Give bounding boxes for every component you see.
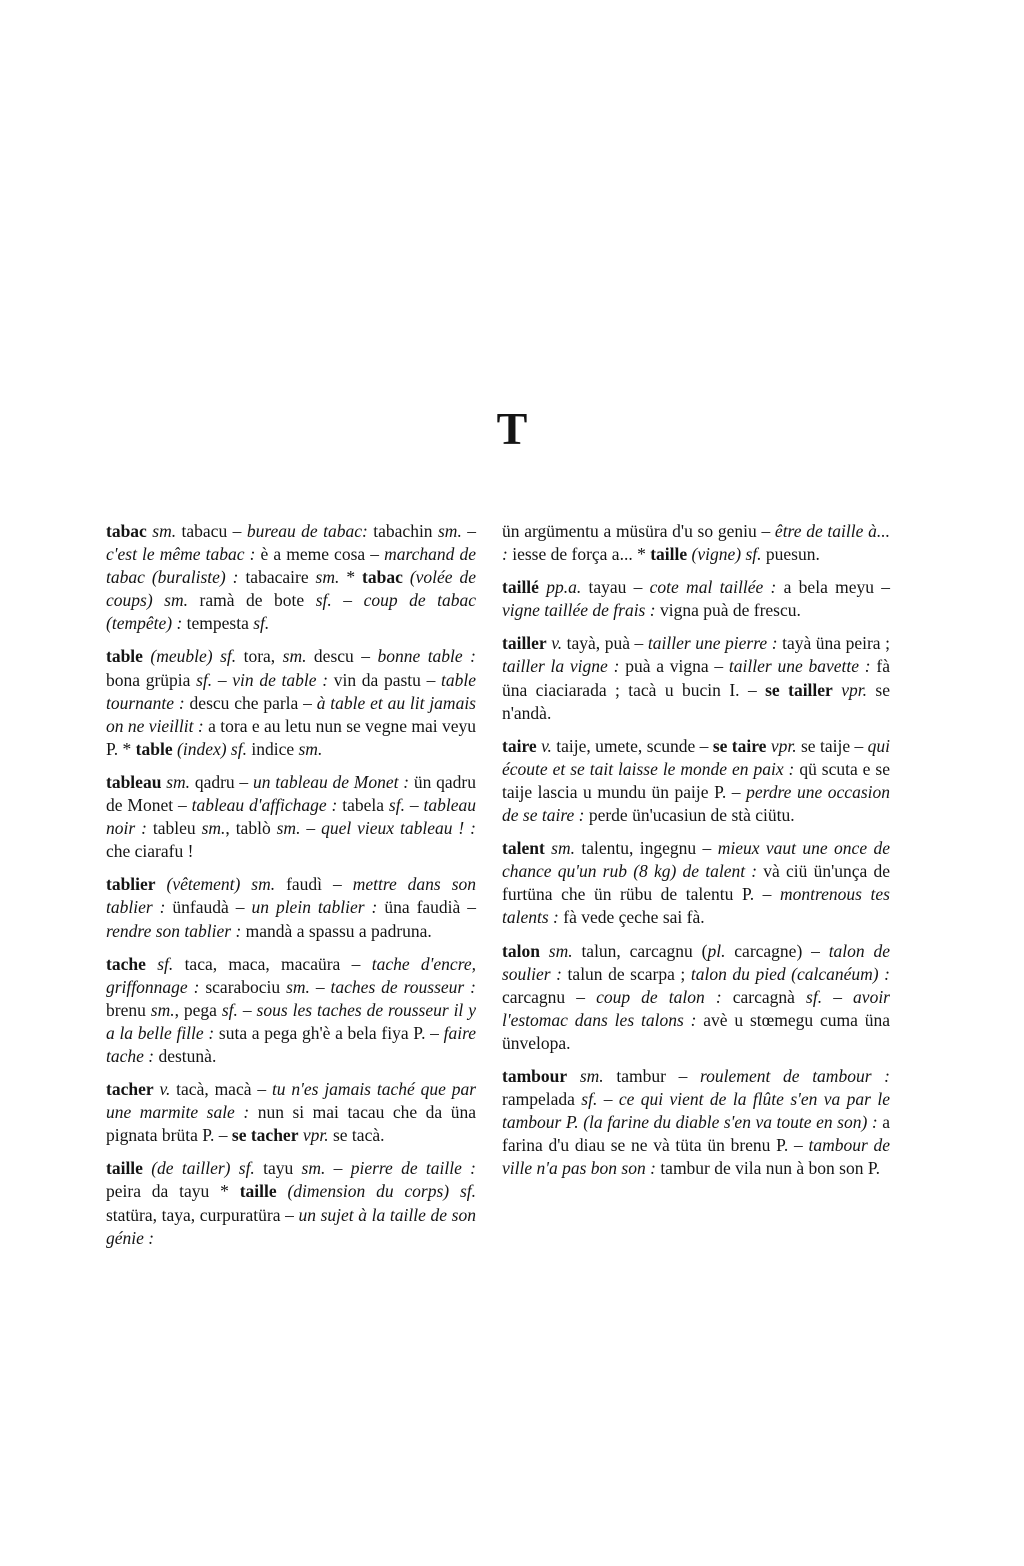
dictionary-entry-table: table (meuble) sf. tora, sm. descu – bonne table : bona grüpia sf. – vin de table : vin da pastu – table tournante : descu che parla – à table et au lit jamais on ne vieillit : a tora e au letu nun se vegne mai veyu P. * table (index) sf. indice sm. bbox=[106, 646, 477, 759]
dictionary-entry-tache: tache sf. taca, maca, macaüra – tache d'encre, griffonnage : scarabociu sm. – taches de rousseur : brenu sm., pega sf. – sous les taches de rousseur il y a la belle fille : suta a pega gh'è a bela fiya P. – faire tache : destunà. bbox=[106, 953, 477, 1066]
dictionary-entry-tableau: tableau sm. qadru – un tableau de Monet : ün qadru de Monet – tableau d'affichage : tabela sf. – tableau noir : tableu sm., tablò sm. – quel vieux tableau ! : che ciarafu ! bbox=[106, 771, 476, 862]
dictionary-entry-taille: taille (de tailler) sf. tayu sm. – pierre de taille : peira da tayu * taille (dimension du corps) sf. statüra, taya, curpuratüra – un sujet à la taille de son génie : bbox=[106, 1158, 477, 1248]
dictionary-entry-tacher: tacher v. tacà, macà – tu n'es jamais taché que par une marmite sale : nun si mai tacau che da üna pignata brüta P. – se tacher vpr. se tacà. bbox=[106, 1079, 477, 1146]
dictionary-entry-tambour: tambour sm. tambur – roulement de tambour : rampelada sf. – ce qui vient de la flûte s'en va par le tambour P. (la farine du diable s'en va toute en son) : a farina d'u diau se ne và tüta ün brenu P. – tambour de ville n'a pas bon son : tambur de vila nun à bon son P. bbox=[502, 1065, 891, 1179]
dictionary-entry-talon: talon sm. talun, carcagnu (pl. carcagne) – talon de soulier : talun de scarpa ; talon du pied (calcanéum) : carcagnu – coup de talon : carcagnà sf. – avoir l'estomac dans les talons : avè u stœmegu cuma üna ünvelopa. bbox=[502, 940, 891, 1053]
dictionary-entry-taille-cont: ün argümentu a müsüra d'u so geniu – être de taille à... : iesse de força a... * taille (vigne) sf. puesun. bbox=[502, 521, 890, 565]
dictionary-entry-taille-pp: taillé pp.a. tayau – cote mal taillée : a bela meyu – vigne taillée de frais : vigna puà de frescu. bbox=[502, 577, 890, 621]
dictionary-entry-tailler: tailler v. tayà, puà – tailler une pierre : tayà üna peira ; tailler la vigne : puà a vigna – tailler une bavette : fà üna ciaciarada ; tacà u bucin I. – se tailler vpr. se n'andà. bbox=[502, 633, 891, 723]
right-column bbox=[502, 520, 890, 1190]
dictionary-entry-taire: taire v. taije, umete, scunde – se taire vpr. se taije – qui écoute et se tait laisse le monde en paix : qü scuta e se taije lascia u mundu ün paije P. – perdre une occasion de se taire : perde ün'ucasiun de stà ciütu. bbox=[502, 735, 890, 826]
dictionary-entry-tablier: tablier (vêtement) sm. faudì – mettre dans son tablier : ünfaudà – un plein tablier : üna faudià – rendre son tablier : mandà a spassu a padruna. bbox=[106, 874, 477, 941]
dictionary-entry-talent: talent sm. talentu, ingegnu – mieux vaut une once de chance qu'un rub (8 kg) de talent : và ciü ün'unça de furtüna che ün rübu de talentu P. – montrenous tes talents : fà vede çeche sai fà. bbox=[502, 838, 890, 928]
left-column bbox=[106, 520, 476, 1260]
dictionary-entry-tabac: tabac sm. tabacu – bureau de tabac: tabachin sm. – c'est le même tabac : è a meme cosa – marchand de tabac (buraliste) : tabacaire sm. * tabac (volée de coups) sm. ramà de bote sf. – coup de tabac (tempête) : tempesta sf. bbox=[106, 521, 477, 634]
section-letter: T bbox=[496, 403, 528, 454]
